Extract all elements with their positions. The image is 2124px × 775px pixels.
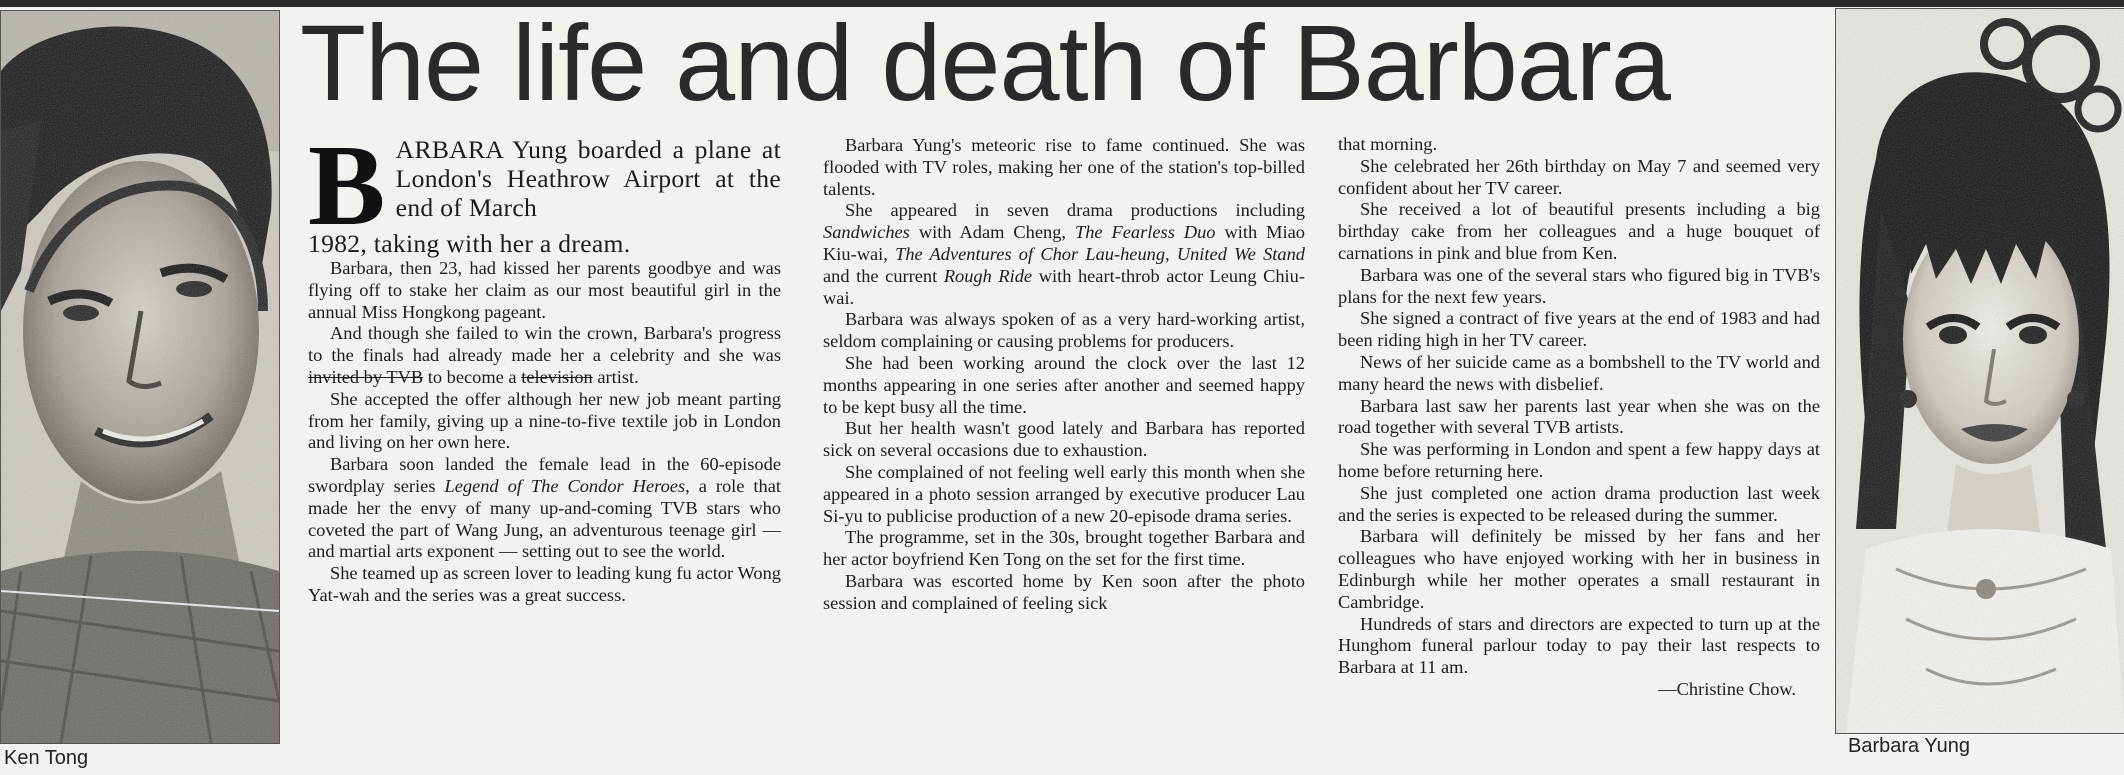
lead-text-end: 1982, taking with her a dream. [308,229,631,258]
paragraph: Barbara soon landed the female lead in the 60-episode swordplay series Legend of The Condor Heroes, a role that made her the envy of many up-and-coming TVB stars who coveted the part of Wang Jung, an adventurous teenage girl — and martial arts exponent — setting out to see the world. [308,454,782,562]
paragraph: She teamed up as screen lover to leading kung fu actor Wong Yat-wah and the series was a great success. [308,563,781,605]
paragraph: The programme, set in the 30s, brought together Barbara and her actor boyfriend Ken Tong on the set for the first time. [823,527,1305,570]
paragraph: Barbara, then 23, had kissed her parents goodbye and was flying off to stake her claim as our most beautiful girl in the annual Miss Hongkong pageant. [308,258,781,322]
paragraph: She appeared in seven drama productions including Sandwiches with Adam Cheng, The Fearless Duo with Miao Kiu-wai, The Adventures of Chor Lau-heung, United We Stand and the current Rough Ride with heart-throb actor Leung Chiu-wai. [823,200,1305,308]
paragraph: Barbara will definitely be missed by her fans and her colleagues who have enjoyed working with her in business in Edinburgh while her mother operates a small restaurant in Cambridge. [1338,526,1820,612]
paragraph: But her health wasn't good lately and Barbara has reported sick on several occasions due to exhaustion. [823,418,1305,461]
ken-tong-photo [0,10,280,744]
paragraph: She signed a contract of five years at the end of 1983 and had been riding high in her TV career. [1338,308,1820,351]
article-column-1 [308,122,782,607]
paragraph: Barbara last saw her parents last year when she was on the road together with several TVB artists. [1338,395,1820,438]
lead-text: ARBARA Yung boarded a plane at London's Heathrow Airport at the end of March [395,135,781,222]
paragraph: that morning. [1338,134,1438,154]
paragraph: She complained of not feeling well early this month when she appeared in a photo session arranged by executive producer Lau Si-yu to publicise production of a new 20-episode drama series. [823,461,1305,526]
paragraph: Barbara was escorted home by Ken soon after the photo session and complained of feeling sick [823,570,1305,613]
paragraph: News of her suicide came as a bombshell to the TV world and many heard the news with disbelief. [1338,351,1820,394]
article-column-3 [1338,134,1820,701]
barbara-yung-photo [1835,8,2124,734]
paragraph: Barbara was one of the several stars who figured big in TVB's plans for the next few years. [1338,264,1820,307]
paragraph: Hundreds of stars and directors are expected to turn up at the Hunghom funeral parlour today to pay their last respects to Barbara at 11 am. [1338,613,1820,678]
paragraph: She received a lot of beautiful presents including a big birthday cake from her colleagues and a huge bouquet of carnations in pink and blue from Ken. [1338,199,1820,263]
caption-ken-tong: Ken Tong [4,747,89,769]
paragraph: She just completed one action drama production last week and the series is expected to be released during the summer. [1338,482,1820,525]
paragraph: She had been working around the clock over the last 12 months appearing in one series after another and seemed happy to be kept busy all the time. [823,352,1305,417]
byline-signoff: —Christine Chow. [1658,678,1796,699]
paragraph: And though she failed to win the crown, Barbara's progress to the finals had already made her a celebrity and she was invited by TVB to become a television artist. [308,323,781,387]
article-column-2 [823,135,1305,615]
headline: The life and death of Barbara [300,2,1670,123]
paragraph: Barbara Yung's meteoric rise to fame continued. She was flooded with TV roles, making her one of the station's top-billed talents. [823,135,1305,199]
lead-paragraph [308,122,781,258]
paragraph: She was performing in London and spent a few happy days at home before returning here. [1338,439,1820,481]
paragraph: Barbara was always spoken of as a very hard-working artist, seldom complaining or causing problems for producers. [823,309,1305,352]
drop-cap: B [308,122,386,250]
paragraph: She celebrated her 26th birthday on May 7 and seemed very confident about her TV career. [1338,155,1820,198]
paragraph: She accepted the offer although her new job meant parting from her family, giving up a nine-to-five textile job in London and living on her own here. [308,388,781,453]
caption-barbara-yung: Barbara Yung [1848,735,1970,757]
